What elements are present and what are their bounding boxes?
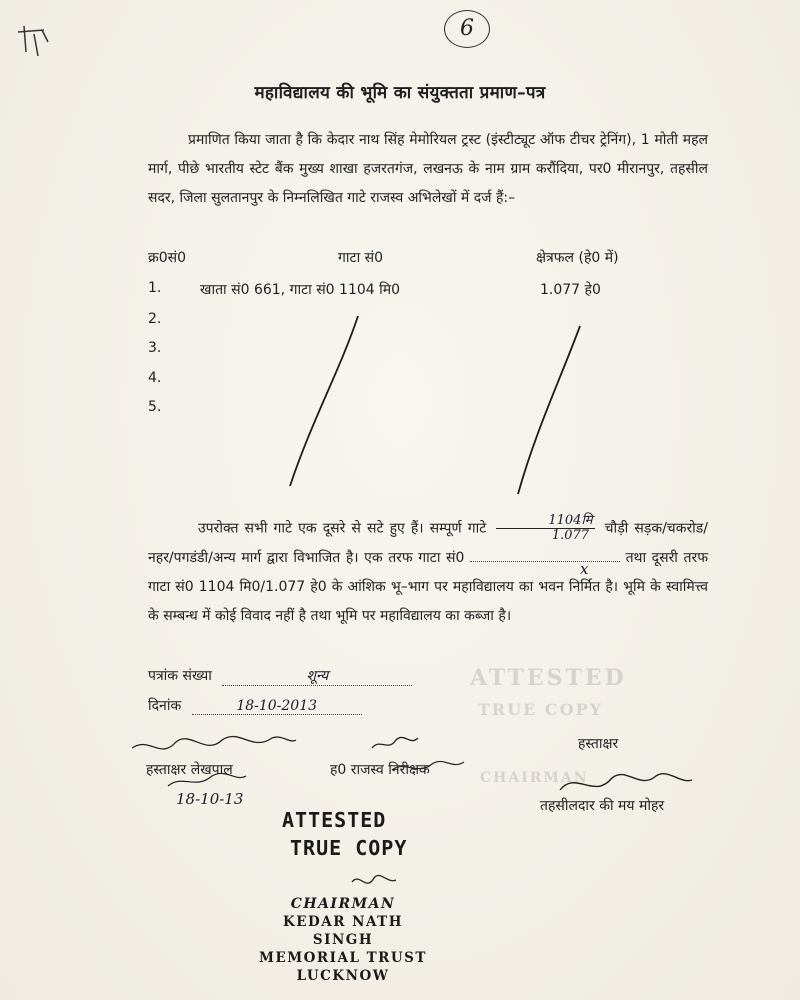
dinank-value: 18-10-2013 [236,698,318,714]
stamp-line3: MEMORIAL TRUST [259,950,427,966]
stamp-line1: CHAIRMAN [290,896,396,912]
row-serial: 2. [148,311,162,327]
cross-mark: x [579,559,589,578]
strike-line-gata [290,316,358,486]
patrank-label: पत्रांक संख्या [148,668,212,684]
row-area: 1.077 हे0 [540,282,601,298]
nirikshak-label: ह0 राजस्व निरीक्षक [330,762,430,778]
header-gata: गाटा सं0 [338,250,384,266]
lekhpal-label: हस्ताक्षर लेखपाल [146,762,233,778]
attested-stamp [282,806,407,862]
attested-line1: ATTESTED [282,808,387,832]
patrank-value: शून्य [306,668,329,684]
certificate-title: महाविद्यालय की भूमि का संयुक्तता प्रमाण–पत्र [254,83,546,103]
header-serial: क्र0सं0 [148,250,187,266]
dinank-field [192,698,362,715]
row-serial: 3. [148,340,162,356]
row-gata: खाता सं0 661, गाटा सं0 1104 मि0 [200,282,401,298]
bleed-through-stamp-2: TRUE COPY [478,700,604,719]
stamp-line4: LUCKNOW [296,968,390,984]
row-serial: 1. [148,280,162,296]
continuation-part3: तथा दूसरी तरफ गाटा सं0 1104 मि0/1.077 हे0 के आंशिक भू–भाग पर महाविद्यालय का भवन निर्मित है। भूमि के स्वामित्त्व के सम्बन्ध में कोई विवाद नहीं है तथा भूमि पर महाविद्यालय का कब्जा है। [148,549,709,624]
row-serial: 4. [148,370,162,386]
blank-gata-line [470,559,620,578]
patrank-line [148,666,412,686]
stamp-line2: KEDAR NATH SINGH [282,914,403,948]
lekhpal-date: 18-10-13 [176,790,244,808]
gata-fraction-bottom: 1.077 [551,528,590,543]
gata-fraction [496,514,594,543]
attested-line2: TRUE COPY [290,836,408,860]
gata-fraction-top: 1104मि [496,514,594,529]
corner-pen-mark [14,12,54,72]
strike-line-area [518,326,580,494]
chairman-signature [352,875,396,883]
dinank-label: दिनांक [148,698,182,714]
lekhpal-signature [132,737,296,749]
bleed-through-stamp-3: CHAIRMAN [480,770,589,786]
chairman-stamp [258,895,428,985]
header-area: क्षेत्रफल (हे0 में) [536,250,619,266]
row-serial: 5. [148,399,162,415]
patrank-field [222,666,412,686]
page-number-circle: 6 [444,10,490,48]
continuation-part2: चौड़ी सड़क/चकरोड/नहर/पगडंडी/अन्य मार्ग द्वारा विभाजित है। एक तरफ गाटा सं0 [148,520,709,566]
nirikshak-signature [372,737,418,748]
certificate-paragraph: प्रमाणित किया जाता है कि केदार नाथ सिंह मेमोरियल ट्रस्ट (इंस्टीट्यूट ऑफ टीचर ट्रेनिंग), 1 मोती महल मार्ग, पीछे भारतीय स्टेट बैंक मुख्य शाखा हजरतगंज, लखनऊ के नाम ग्राम करौंदिया, पर0 मीरानपुर, तहसील सदर, जिला सुलतानपुर के निम्नलिखित गाटे राजस्व अभिलेखों में दर्ज हैं:– [148,132,708,206]
bleed-through-stamp: ATTESTED [470,665,627,691]
continuation-paragraph [148,514,708,631]
dinank-line [148,696,362,715]
tehsildar-label: तहसीलदार की मय मोहर [540,798,665,814]
continuation-part1: उपरोक्त सभी गाटे एक दूसरे से सटे हुए हैं। सम्पूर्ण गाटे [198,520,487,537]
hastakshar-label: हस्ताक्षर [578,736,619,752]
